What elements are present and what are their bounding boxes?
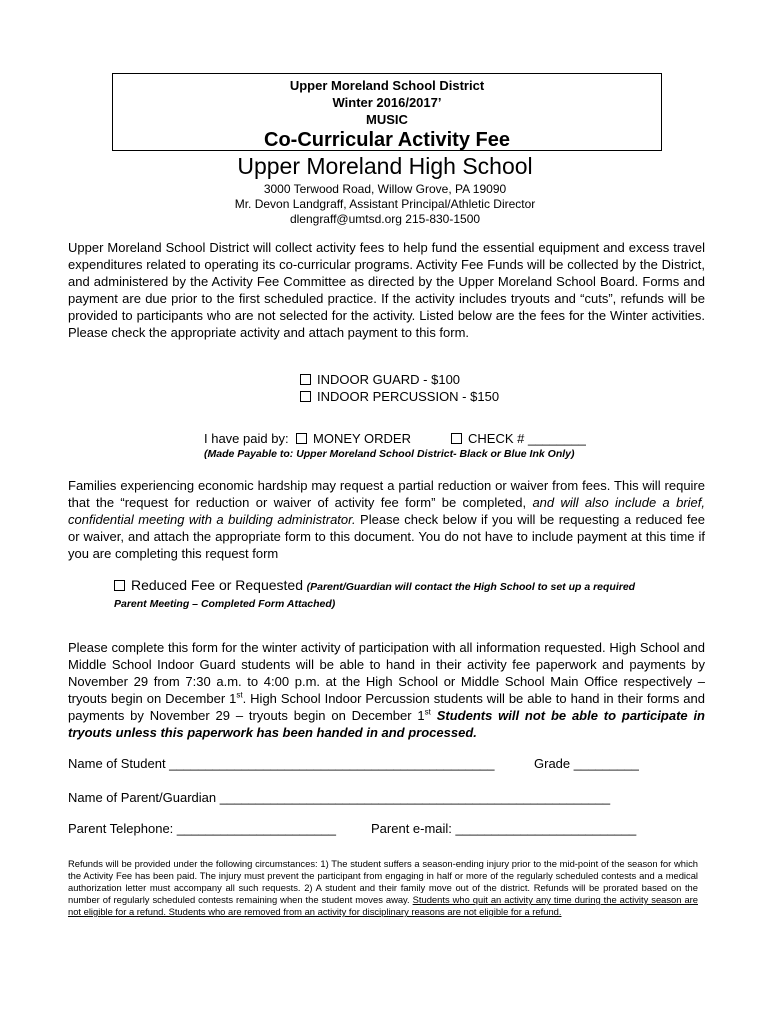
school-address: 3000 Terwood Road, Willow Grove, PA 19090 [263, 182, 507, 196]
school-name: Upper Moreland High School [237, 153, 533, 179]
grade-field[interactable]: Grade _________ [534, 756, 639, 771]
activity-label: INDOOR GUARD - $100 [317, 372, 461, 387]
payment-prefix: I have paid by: [204, 431, 289, 446]
district-name: Upper Moreland School District [289, 78, 485, 93]
season: Winter 2016/2017’ [332, 95, 442, 110]
student-name-field[interactable]: Name of Student _____________________________________________ [68, 756, 495, 771]
checkbox-indoor-guard[interactable] [300, 374, 311, 385]
program: MUSIC [366, 112, 408, 127]
money-order-label: MONEY ORDER [313, 431, 411, 446]
form-title: Co-Curricular Activity Fee [264, 129, 510, 151]
check-option[interactable] [451, 430, 586, 447]
hardship-text-1: Families experiencing economic hardship may request a partial reduction or waiver from fees. This will require that the “request for reduction or waiver of activity fee form” be completed, [68, 478, 705, 510]
money-order-option[interactable] [296, 430, 411, 447]
activity-indoor-percussion[interactable] [300, 388, 499, 405]
hardship-text-italic: and will also include a brief, confidential meeting with a building administrator. [68, 495, 705, 527]
checkbox-indoor-percussion[interactable] [300, 391, 311, 402]
check-label: CHECK # ________ [468, 431, 586, 446]
superscript: st [424, 707, 431, 717]
payment-note [204, 446, 574, 463]
parent-name-field[interactable]: Name of Parent/Guardian ______________________________________________________ [68, 790, 611, 805]
activity-label: INDOOR PERCUSSION - $150 [317, 389, 500, 404]
payment-note-text: (Made Payable to: Upper Moreland School District- Black or Blue Ink Only) [204, 448, 575, 460]
reduced-fee-label: Reduced Fee or Requested [131, 577, 303, 593]
instructions-text-1: Please complete this form for the winter activity of participation with all information requested. High School and Middle School Indoor Guard students will be able to hand in their activity fee paperwork and payments by November 29 from 7:30 a.m. to 4:00 p.m. at the High School or Middle School Main Office respectively – tryouts begin on December 1 [68, 640, 705, 706]
checkbox-check[interactable] [451, 433, 462, 444]
refund-text-underlined: Students who quit an activity any time during the activity season are not eligible for a refund. Students who are removed from an activity for disciplinary reasons are not eligible for a refund. [68, 894, 699, 917]
instructions-paragraph [68, 639, 705, 741]
header-box [112, 73, 662, 151]
parent-phone-field[interactable]: Parent Telephone: ______________________ [68, 821, 336, 836]
intro-paragraph: Upper Moreland School District will collect activity fees to help fund the essential equipment and excess travel expenditures related to operating its co-curricular programs. Activity Fee Funds will be collected by the District, and administered by the Activity Fee Committee as directed by the Upper Moreland School Board. Forms and payment are due prior to the first scheduled practice. If the activity includes tryouts and “cuts”, refunds will be provided to participants who are not selected for the activity. Listed below are the fees for the Winter activities. Please check the appropriate activity and attach payment to this form. [68, 240, 705, 340]
director-line: Mr. Devon Landgraff, Assistant Principal/Athletic Director [234, 197, 536, 211]
checkbox-money-order[interactable] [296, 433, 307, 444]
instructions-text-2: . High School Indoor Percussion students will be able to hand in their forms and payments by November 29 – tryouts begin on December 1 [68, 691, 705, 723]
contact-line: dlengraff@umtsd.org 215-830-1500 [289, 212, 481, 226]
superscript: st [236, 690, 243, 700]
hardship-paragraph [68, 477, 705, 562]
checkbox-reduced-fee[interactable] [114, 580, 125, 591]
refund-policy [68, 858, 698, 918]
parent-email-field[interactable]: Parent e-mail: _________________________ [371, 821, 637, 836]
reduced-fee-note-2 [114, 594, 335, 613]
hardship-text-2: Please check below if you will be requesting a reduced fee or waiver, and attach the appropriate form to this document. You do not have to include payment at this time if you are completing this request form [68, 512, 705, 561]
activity-indoor-guard[interactable] [300, 371, 460, 388]
reduced-fee-note: (Parent/Guardian will contact the High School to set up a required [306, 581, 636, 593]
reduced-fee-note-2-text: Parent Meeting – Completed Form Attached) [114, 598, 336, 610]
refund-text: Refunds will be provided under the following circumstances: 1) The student suffers a season-ending injury prior to the mid-point of the season for which the Activity Fee has been paid. The injury must prevent the participant from engaging in half or more of the regularly scheduled contests and a medical authorization letter must accompany all such requests. 2) A student and their family move out of the district. Refunds will be prorated based on the number of regularly scheduled contests remaining when the student moves away. [68, 858, 698, 905]
instructions-warning: Students will not be able to participate in tryouts unless this paperwork has been handed in and processed. [68, 708, 706, 740]
